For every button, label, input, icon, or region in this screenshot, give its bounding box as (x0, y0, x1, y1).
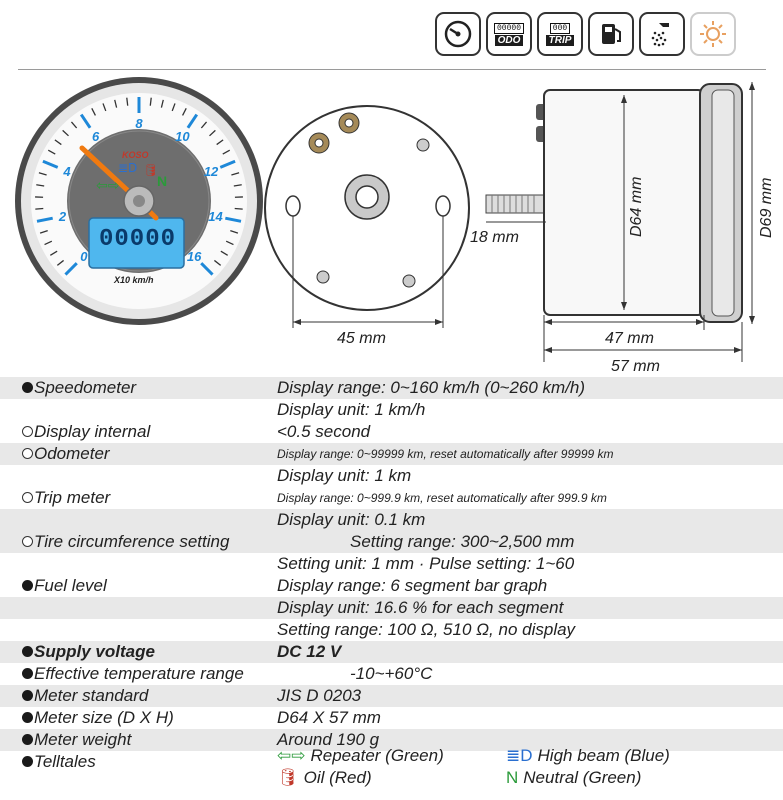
spec-value: Setting range: 300~2,500 mm (350, 532, 575, 551)
spec-row (0, 399, 783, 421)
odometer-feature-icon: 00000 ODO (486, 12, 532, 56)
telltale-item (277, 767, 372, 789)
telltale-label: High beam (Blue) (537, 746, 670, 765)
spec-row (0, 575, 783, 597)
spec-row (0, 443, 783, 465)
spec-bullet-icon (22, 668, 33, 679)
spec-bullet-icon (22, 690, 33, 701)
side-view-illustration (486, 82, 755, 362)
rear-view-illustration (265, 106, 469, 328)
spec-row (0, 641, 783, 663)
spec-value: Display range: 0~999.9 km, reset automatically after 999.9 km (277, 491, 607, 505)
telltale-label: Neutral (Green) (523, 768, 642, 787)
spec-label: Supply voltage (34, 642, 155, 661)
telltale-icon: ⇦⇨ (277, 746, 306, 765)
telltale-icon: N (506, 768, 519, 787)
spec-row (0, 553, 783, 575)
gauge-scale-label: 8 (135, 116, 143, 131)
spec-row (0, 509, 783, 531)
spec-label: Fuel level (34, 576, 107, 595)
spec-value: Display unit: 16.6 % for each segment (277, 598, 564, 617)
spec-label: Trip meter (34, 488, 111, 507)
telltale-icon: ≣D (506, 746, 533, 765)
spec-bullet-icon (22, 712, 33, 723)
spec-value: Display unit: 0.1 km (277, 510, 426, 529)
spec-bullet-icon (22, 492, 33, 503)
spec-value: -10~+60°C (350, 664, 433, 683)
spec-label: Effective temperature range (34, 664, 244, 683)
speedometer-feature-icon (435, 12, 481, 56)
spec-label: Meter standard (34, 686, 149, 705)
spec-label: Tire circumference setting (34, 532, 230, 551)
bezel-diameter-dimension: D69 mm (758, 177, 775, 238)
spec-bullet-icon (22, 734, 33, 745)
spec-value: D64 X 57 mm (277, 708, 381, 727)
spec-row (0, 685, 783, 707)
gauge-scale-label: 6 (92, 129, 100, 145)
trip-meter-feature-icon: 000 TRIP (537, 12, 583, 56)
spec-bullet-icon (22, 382, 33, 393)
water-resistant-feature-icon (639, 12, 685, 56)
gauge-scale-label: 14 (208, 209, 223, 225)
overall-depth-dimension: 57 mm (611, 358, 660, 375)
spec-row (0, 597, 783, 619)
spec-row (0, 531, 783, 553)
gauge-scale-label: 10 (175, 129, 190, 145)
spec-bullet-icon (22, 448, 33, 459)
spec-bullet-icon (22, 536, 33, 547)
spec-row (0, 707, 783, 729)
front-width-dimension: 45 mm (337, 330, 386, 347)
telltale-label: Oil (Red) (303, 768, 372, 787)
repeater-telltale-on-gauge: ⇦⇨ (96, 178, 120, 194)
highbeam-telltale-on-gauge: ≣D (118, 161, 138, 175)
telltale-item (277, 745, 444, 767)
spec-row (0, 421, 783, 443)
spec-label: Meter size (D X H) (34, 708, 174, 727)
feature-icon-strip (435, 12, 780, 60)
spec-value: Setting range: 100 Ω, 510 Ω, no display (277, 620, 576, 639)
spec-value: Display unit: 1 km/h (277, 400, 426, 419)
stud-length-dimension: 18 mm (470, 229, 519, 246)
spec-label: Meter weight (34, 730, 132, 749)
backlight-feature-icon (690, 12, 736, 56)
spec-value: Around 190 g (277, 730, 380, 749)
spec-value: Setting unit: 1 mm · Pulse setting: 1~60 (277, 554, 575, 573)
telltale-icon: 🛢 (277, 768, 299, 787)
spec-label: Display internal (34, 422, 151, 441)
gauge-scale-label: 12 (203, 164, 219, 180)
spec-label: Speedometer (34, 378, 137, 397)
spec-bullet-icon (22, 426, 33, 437)
gauge-unit-label: X10 km/h (114, 275, 154, 285)
spec-row (0, 619, 783, 641)
spec-value: Display range: 6 segment bar graph (277, 576, 548, 595)
spec-value: Display range: 0~99999 km, reset automatically after 99999 km (277, 447, 614, 461)
gauge-lcd-readout: 00000 (99, 226, 177, 253)
meter-diagram (0, 70, 783, 375)
telltale-label: Repeater (Green) (310, 746, 444, 765)
fuel-pump-feature-icon (588, 12, 634, 56)
telltale-item (506, 745, 670, 767)
gauge-neutral-telltale: N (157, 173, 168, 189)
telltale-item (506, 767, 641, 789)
spec-value: <0.5 second (277, 422, 371, 441)
spec-row (0, 663, 783, 685)
spec-label: Telltales (34, 752, 96, 771)
spec-bullet-icon (22, 580, 33, 591)
gauge-scale-label: 16 (186, 249, 202, 265)
spec-value: DC 12 V (277, 642, 342, 661)
gauge-scale-label: 2 (58, 209, 67, 225)
spec-label: Odometer (34, 444, 110, 463)
spec-row (0, 465, 783, 487)
gauge-brand-logo: KOSO (122, 150, 149, 160)
spec-bullet-icon (22, 646, 33, 657)
spec-value: Display unit: 1 km (277, 466, 412, 485)
oil-telltale-on-gauge: 🛢 (143, 163, 159, 177)
spec-row (0, 487, 783, 509)
gauge-scale-label: 0 (80, 249, 88, 265)
gauge-scale-label: 4 (63, 164, 71, 180)
gauge-face-illustration (15, 77, 263, 325)
body-diameter-dimension: D64 mm (628, 176, 645, 237)
spec-row (0, 377, 783, 399)
body-depth-dimension: 47 mm (605, 330, 654, 347)
spec-bullet-icon (22, 756, 33, 767)
spec-value: Display range: 0~160 km/h (0~260 km/h) (277, 378, 586, 397)
spec-value: JIS D 0203 (277, 686, 362, 705)
